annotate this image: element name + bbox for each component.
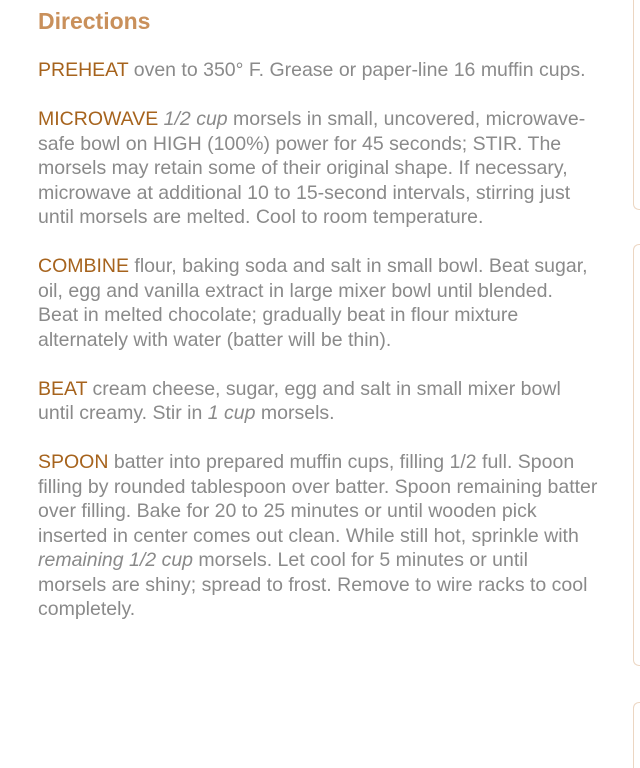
direction-step — [38, 377, 598, 426]
side-card-edge — [633, 0, 640, 210]
step-keyword: COMBINE — [38, 255, 130, 277]
direction-step — [38, 450, 598, 622]
step-quantity: 1 cup — [207, 402, 256, 424]
direction-step — [38, 254, 598, 352]
step-keyword: SPOON — [38, 451, 109, 473]
step-text: batter into prepared muffin cups, filling 1/2 full. Spoon filling by rounded tablespoon over batter. Spoon remaining batter over filling. Bake for 20 to 25 minutes or until wooden pick inserted in center comes out clean. While still hot, sprinkle with — [38, 451, 598, 547]
step-quantity: 1/2 cup — [163, 108, 228, 130]
step-keyword: PREHEAT — [38, 59, 129, 81]
step-keyword: MICROWAVE — [38, 108, 159, 130]
step-keyword: BEAT — [38, 377, 88, 400]
directions-section — [38, 6, 598, 646]
step-text: flour, baking soda and salt in small bowl. Beat sugar, oil, egg and vanilla extract in large mixer bowl until blended. Beat in melted chocolate; gradually beat in flour mixture alternately with water (batter will be thin). — [38, 255, 588, 351]
step-text: oven to 350° F. Grease or paper-line 16 muffin cups. — [128, 59, 586, 81]
step-quantity: remaining 1/2 cup — [38, 549, 194, 571]
step-text: morsels in small, uncovered, microwave-safe bowl on HIGH (100%) power for 45 seconds; STIR. The morsels may retain some of their original shape. If necessary, microwave at additional 10 to 15-second intervals, stirring just until morsels are melted. Cool to room temperature. — [38, 108, 586, 228]
step-text: morsels. Let cool for 5 minutes or until morsels are shiny; spread to frost. Remove to wire racks to cool completely. — [38, 549, 588, 620]
direction-step — [38, 58, 598, 83]
step-text: morsels. — [255, 402, 335, 424]
side-card-edge — [633, 702, 640, 768]
direction-step — [38, 107, 598, 230]
directions-steps — [38, 58, 598, 622]
directions-heading: Directions — [38, 8, 151, 34]
side-card-edge — [633, 244, 640, 666]
step-text: cream cheese, sugar, egg and salt in small mixer bowl until creamy. Stir in — [38, 377, 561, 424]
